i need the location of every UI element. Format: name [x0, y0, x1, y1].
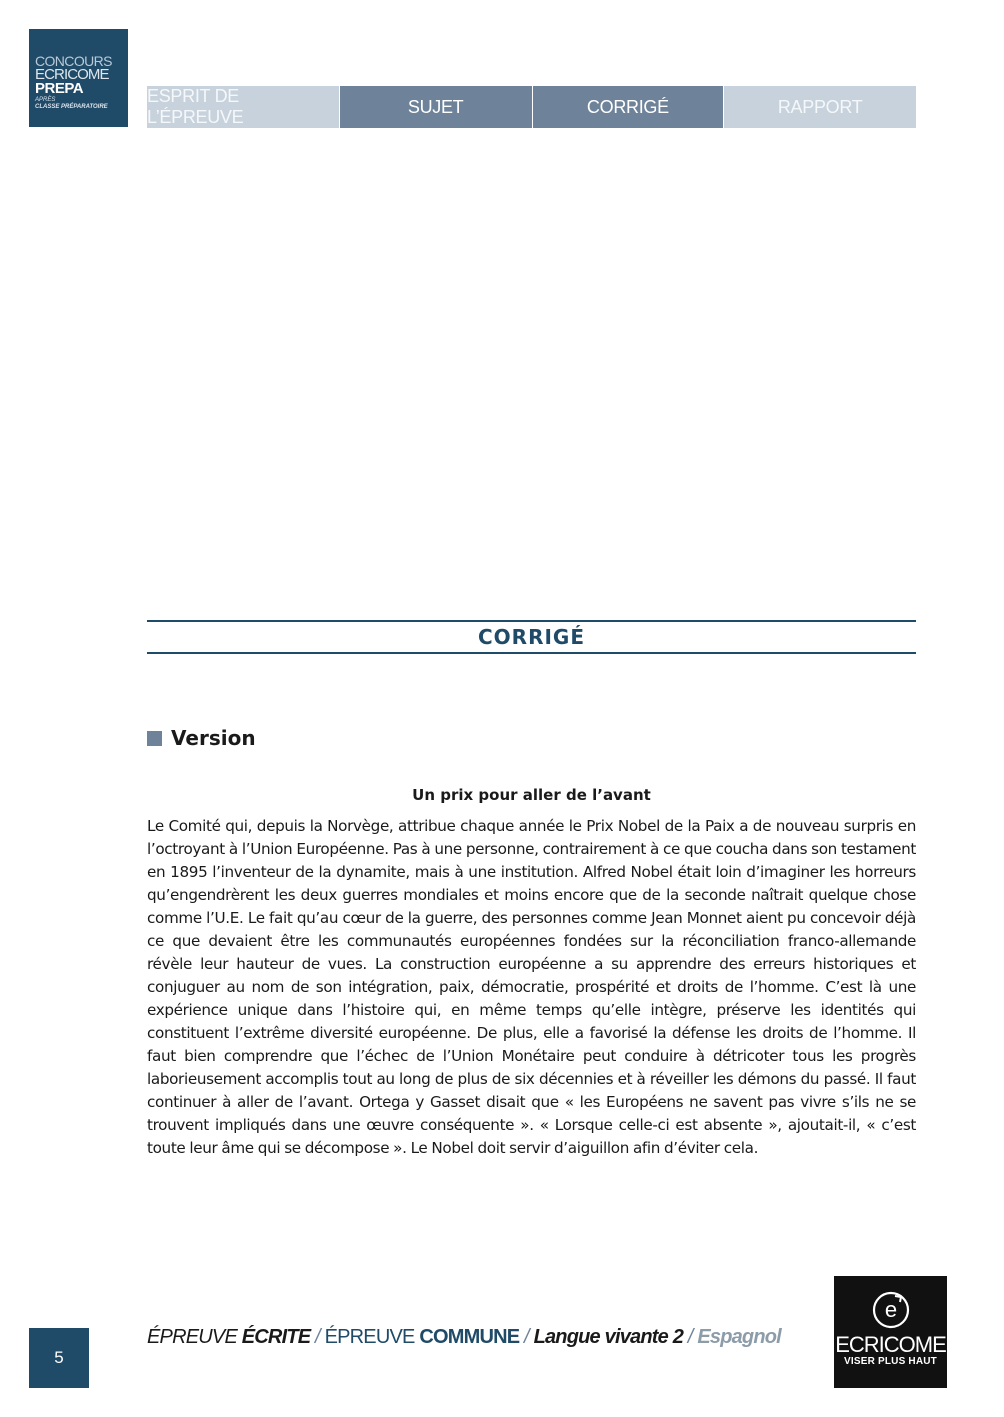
footer-logo-tagline: VISER PLUS HAUT — [843, 1356, 937, 1367]
section-tabs — [147, 86, 916, 128]
footer-espagnol: Espagnol — [697, 1326, 781, 1348]
svg-text:e: e — [884, 1297, 897, 1322]
tab-sujet[interactable]: SUJET — [340, 86, 532, 128]
footer-ecrite: ÉCRITE — [241, 1326, 311, 1348]
footer-commune: COMMUNE — [419, 1326, 520, 1348]
square-bullet-icon — [147, 731, 162, 746]
logo-line-classe: CLASSE PRÉPARATOIRE — [35, 104, 108, 110]
logo-line-prepa: PREPA — [35, 80, 84, 97]
ecricome-prepa-logo — [29, 29, 128, 127]
logo-line-apres: APRÈS — [35, 97, 56, 103]
logo-line-ecricome: ECRICOME — [35, 66, 109, 83]
subsection-title: Version — [171, 726, 256, 750]
section-title-band — [147, 620, 916, 654]
ecricome-e-icon — [871, 1290, 911, 1330]
tab-rapport[interactable]: RAPPORT — [724, 86, 916, 128]
footer-separator-3: / — [683, 1326, 698, 1348]
footer-epreuve: ÉPREUVE — [147, 1326, 242, 1348]
logo-line-concours: CONCOURS — [35, 53, 112, 69]
article-body: Le Comité qui, depuis la Norvège, attribue chaque année le Prix Nobel de la Paix a de nouveau surpris en l’octroyant à l’Union Européenne. Pas à une personne, contrairement à ce que coucha dans son testament en 1895 l’inventeur de la dynamite, mais à une institution. Alfred Nobel était loin d’imaginer les horreurs qu’engendrèrent les deux guerres mondiales et moins encore que de la seconde naîtrait quelque chose comme l’U.E. Le fait qu’au cœur de la guerre, des personnes comme Jean Monnet aient pu concevoir déjà ce que devaient être les communautés européennes fondées sur la réconciliation franco-allemande révèle leur hauteur de vues. La construction européenne a su apprendre des erreurs historiques et conjuguer au nom de son intégration, paix, démocratie, prospérité et droits de l’homme. C’est là une expérience unique dans l’histoire qui, en même temps qu’elle intègre, préserve les identités qui constituent l’extrême diversité européenne. De plus, elle a favorisé la défense les droits de l’homme. Il faut bien comprendre que l’échec de l’Union Monétaire peut conduire à détricoter tous les progrès laborieusement accomplis tout au long de plus de six décennies et à réveiller les démons du passé. Il faut continuer à aller de l’avant. Ortega y Gasset disait que « les Européens ne savent pas vivre s’ils ne se trouvent impliqués dans une œuvre conséquente ». « Lorsque celle-ci est absente », ajoutait-il, « c’est toute leur âme qui se décompose ». Le Nobel doit servir d’aiguillon afin d’éviter cela. — [147, 817, 916, 1157]
tab-esprit-epreuve[interactable]: ESPRIT DE L’ÉPREUVE — [147, 86, 339, 128]
footer-exam-label — [147, 1326, 781, 1349]
footer-langue: Langue vivante 2 — [533, 1326, 684, 1348]
footer-separator-1: / — [310, 1326, 325, 1348]
footer-logo-name: ECRICOME — [835, 1332, 946, 1357]
footer-separator-2: / — [519, 1326, 534, 1348]
section-title: CORRIGÉ — [478, 625, 585, 649]
footer-epreuve-2: ÉPREUVE — [324, 1326, 420, 1348]
tab-corrige[interactable]: CORRIGÉ — [533, 86, 724, 128]
article-title: Un prix pour aller de l’avant — [412, 786, 651, 804]
page-number: 5 — [29, 1328, 89, 1388]
subsection-heading — [147, 726, 256, 750]
ecricome-footer-logo — [834, 1276, 947, 1388]
